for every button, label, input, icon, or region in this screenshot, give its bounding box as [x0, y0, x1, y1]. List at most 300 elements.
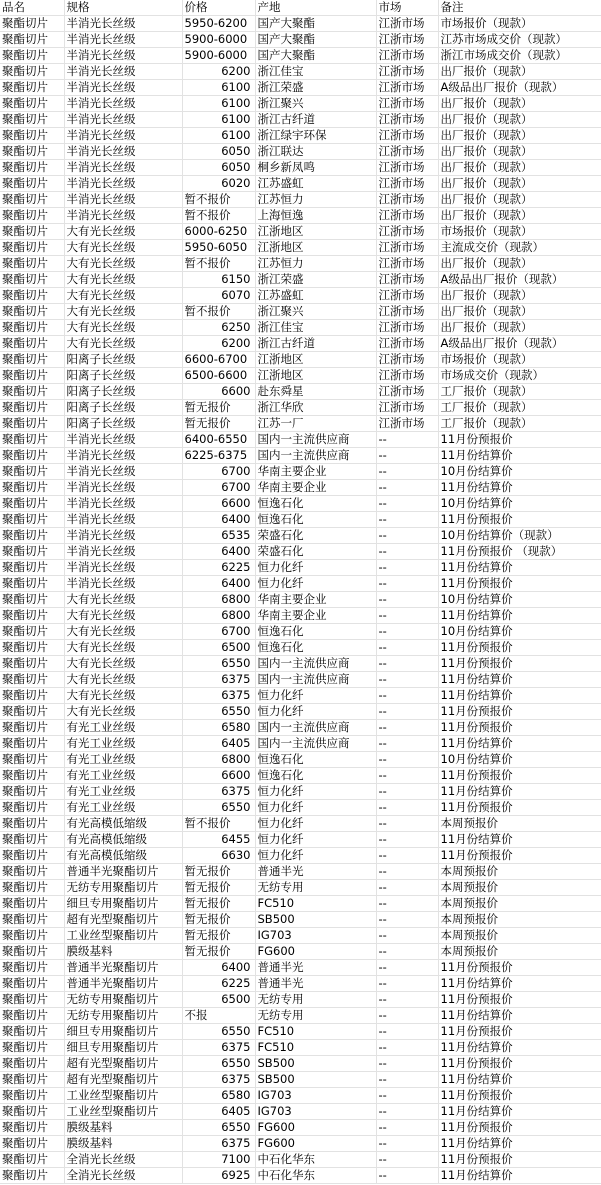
cell-product: 聚酯切片 [0, 1024, 64, 1040]
table-row [0, 624, 601, 640]
cell-origin: 赴东舜星 [255, 384, 376, 400]
cell-origin: 江浙地区 [255, 352, 376, 368]
cell-origin: IG703 [255, 1104, 376, 1120]
cell-remark: 11月份预报价 [438, 432, 601, 448]
cell-spec: 无纺专用聚酯切片 [64, 992, 182, 1008]
cell-origin: 江苏恒力 [255, 256, 376, 272]
cell-remark: 10月份结算价 [438, 592, 601, 608]
cell-product: 聚酯切片 [0, 208, 64, 224]
cell-market: -- [376, 1136, 438, 1152]
cell-price: 6550 [182, 656, 255, 672]
cell-remark: 11月份预报价 [438, 768, 601, 784]
cell-market: -- [376, 944, 438, 960]
table-row [0, 240, 601, 256]
cell-origin: 江苏盛虹 [255, 288, 376, 304]
cell-product: 聚酯切片 [0, 848, 64, 864]
cell-product: 聚酯切片 [0, 832, 64, 848]
cell-product: 聚酯切片 [0, 112, 64, 128]
cell-market: -- [376, 800, 438, 816]
cell-remark: 本周预报价 [438, 912, 601, 928]
table-row [0, 656, 601, 672]
cell-price: 6550 [182, 1056, 255, 1072]
cell-spec: 半消光长丝级 [64, 96, 182, 112]
table-row [0, 880, 601, 896]
cell-origin: IG703 [255, 1088, 376, 1104]
cell-price: 6600 [182, 384, 255, 400]
table-row [0, 256, 601, 272]
table-row [0, 544, 601, 560]
cell-product: 聚酯切片 [0, 1120, 64, 1136]
cell-product: 聚酯切片 [0, 144, 64, 160]
cell-product: 聚酯切片 [0, 928, 64, 944]
cell-remark: 10月份结算价（现款） [438, 528, 601, 544]
cell-price: 6925 [182, 1168, 255, 1184]
cell-origin: 荣盛石化 [255, 544, 376, 560]
table-row [0, 592, 601, 608]
table-row [0, 768, 601, 784]
cell-remark: 11月份结算价 [438, 1008, 601, 1024]
cell-origin: 普通半光 [255, 960, 376, 976]
cell-spec: 半消光长丝级 [64, 448, 182, 464]
cell-origin: 浙江佳宝 [255, 320, 376, 336]
table-row [0, 96, 601, 112]
cell-product: 聚酯切片 [0, 480, 64, 496]
cell-remark: 工厂报价（现款） [438, 416, 601, 432]
cell-price: 6400 [182, 960, 255, 976]
cell-remark: 11月份预报价 （现款） [438, 544, 601, 560]
cell-spec: 大有光长丝级 [64, 240, 182, 256]
cell-spec: 半消光长丝级 [64, 128, 182, 144]
cell-price: 6150 [182, 272, 255, 288]
table-row [0, 400, 601, 416]
cell-origin: 无纺专用 [255, 880, 376, 896]
cell-remark: 出厂报价（现款） [438, 160, 601, 176]
table-row [0, 352, 601, 368]
cell-price: 暂无报价 [182, 864, 255, 880]
cell-origin: 国内一主流供应商 [255, 672, 376, 688]
cell-spec: 阳离子长丝级 [64, 352, 182, 368]
cell-price: 6375 [182, 688, 255, 704]
cell-product: 聚酯切片 [0, 128, 64, 144]
cell-price: 6455 [182, 832, 255, 848]
cell-origin: FG600 [255, 1120, 376, 1136]
cell-product: 聚酯切片 [0, 1040, 64, 1056]
cell-price: 暂无报价 [182, 880, 255, 896]
cell-spec: 大有光长丝级 [64, 608, 182, 624]
cell-remark: 本周预报价 [438, 864, 601, 880]
table-row [0, 896, 601, 912]
cell-product: 聚酯切片 [0, 1072, 64, 1088]
cell-origin: 恒力化纤 [255, 688, 376, 704]
cell-price: 6400 [182, 512, 255, 528]
cell-origin: IG703 [255, 928, 376, 944]
cell-price: 6100 [182, 96, 255, 112]
cell-market: -- [376, 528, 438, 544]
cell-product: 聚酯切片 [0, 368, 64, 384]
cell-product: 聚酯切片 [0, 640, 64, 656]
cell-spec: 大有光长丝级 [64, 288, 182, 304]
cell-product: 聚酯切片 [0, 64, 64, 80]
cell-spec: 半消光长丝级 [64, 160, 182, 176]
cell-remark: 11月份预报价 [438, 1152, 601, 1168]
cell-spec: 有光高模低缩级 [64, 832, 182, 848]
cell-product: 聚酯切片 [0, 496, 64, 512]
cell-price: 暂不报价 [182, 256, 255, 272]
cell-market: 江浙市场 [376, 96, 438, 112]
cell-market: -- [376, 752, 438, 768]
cell-origin: FG600 [255, 1136, 376, 1152]
cell-market: 江浙市场 [376, 416, 438, 432]
cell-product: 聚酯切片 [0, 96, 64, 112]
cell-price: 暂不报价 [182, 304, 255, 320]
cell-origin: 上海恒逸 [255, 208, 376, 224]
cell-market: -- [376, 496, 438, 512]
cell-market: -- [376, 976, 438, 992]
cell-price: 6000-6250 [182, 224, 255, 240]
cell-price: 6580 [182, 1088, 255, 1104]
cell-price: 5950-6050 [182, 240, 255, 256]
cell-product: 聚酯切片 [0, 160, 64, 176]
cell-spec: 无纺专用聚酯切片 [64, 1008, 182, 1024]
cell-market: 江浙市场 [376, 256, 438, 272]
cell-remark: 出厂报价（现款） [438, 208, 601, 224]
cell-origin: 国产大聚酯 [255, 16, 376, 32]
cell-origin: 恒力化纤 [255, 848, 376, 864]
cell-market: 江浙市场 [376, 368, 438, 384]
cell-remark: 11月份结算价 [438, 672, 601, 688]
cell-product: 聚酯切片 [0, 288, 64, 304]
cell-spec: 半消光长丝级 [64, 512, 182, 528]
cell-product: 聚酯切片 [0, 608, 64, 624]
cell-market: -- [376, 1088, 438, 1104]
cell-price: 6400 [182, 576, 255, 592]
cell-product: 聚酯切片 [0, 32, 64, 48]
table-row [0, 176, 601, 192]
cell-product: 聚酯切片 [0, 576, 64, 592]
cell-origin: 华南主要企业 [255, 592, 376, 608]
table-row [0, 320, 601, 336]
cell-product: 聚酯切片 [0, 464, 64, 480]
cell-spec: 半消光长丝级 [64, 560, 182, 576]
cell-market: -- [376, 768, 438, 784]
cell-price: 6800 [182, 592, 255, 608]
cell-remark: 江苏市场成交价（现款） [438, 32, 601, 48]
cell-remark: 11月份预报价 [438, 1024, 601, 1040]
cell-market: 江浙市场 [376, 32, 438, 48]
cell-product: 聚酯切片 [0, 896, 64, 912]
cell-spec: 有光工业丝级 [64, 736, 182, 752]
cell-spec: 大有光长丝级 [64, 640, 182, 656]
table-row [0, 800, 601, 816]
cell-origin: 浙江联达 [255, 144, 376, 160]
table-row [0, 1008, 601, 1024]
cell-product: 聚酯切片 [0, 48, 64, 64]
cell-price: 6050 [182, 160, 255, 176]
cell-origin: 国内一主流供应商 [255, 736, 376, 752]
table-row [0, 560, 601, 576]
cell-origin: 华南主要企业 [255, 608, 376, 624]
cell-remark: 11月份结算价 [438, 608, 601, 624]
cell-price: 6600-6700 [182, 352, 255, 368]
cell-spec: 细旦专用聚酯切片 [64, 1040, 182, 1056]
cell-market: 江浙市场 [376, 112, 438, 128]
table-row [0, 576, 601, 592]
cell-spec: 膜级基料 [64, 1136, 182, 1152]
cell-product: 聚酯切片 [0, 1088, 64, 1104]
cell-remark: 本周预报价 [438, 880, 601, 896]
cell-remark: 11月份预报价 [438, 576, 601, 592]
cell-origin: 国内一主流供应商 [255, 432, 376, 448]
table-row [0, 48, 601, 64]
cell-spec: 大有光长丝级 [64, 304, 182, 320]
cell-spec: 超有光型聚酯切片 [64, 912, 182, 928]
cell-origin: 恒力化纤 [255, 576, 376, 592]
table-row [0, 368, 601, 384]
cell-product: 聚酯切片 [0, 80, 64, 96]
cell-price: 6550 [182, 1120, 255, 1136]
cell-spec: 大有光长丝级 [64, 256, 182, 272]
cell-spec: 普通半光聚酯切片 [64, 960, 182, 976]
cell-product: 聚酯切片 [0, 784, 64, 800]
cell-price: 6375 [182, 1072, 255, 1088]
cell-origin: 浙江古纤道 [255, 336, 376, 352]
cell-price: 7100 [182, 1152, 255, 1168]
cell-origin: 荣盛石化 [255, 528, 376, 544]
cell-spec: 工业丝型聚酯切片 [64, 1104, 182, 1120]
cell-origin: 恒力化纤 [255, 832, 376, 848]
cell-product: 聚酯切片 [0, 304, 64, 320]
cell-origin: 中石化华东 [255, 1152, 376, 1168]
cell-product: 聚酯切片 [0, 560, 64, 576]
cell-product: 聚酯切片 [0, 352, 64, 368]
header-spec: 规格 [64, 0, 182, 16]
cell-remark: 市场报价（现款） [438, 352, 601, 368]
table-row [0, 928, 601, 944]
cell-remark: 出厂报价（现款） [438, 144, 601, 160]
cell-origin: 浙江古纤道 [255, 112, 376, 128]
cell-remark: 11月份结算价 [438, 1136, 601, 1152]
cell-origin: 恒逸石化 [255, 512, 376, 528]
cell-remark: 11月份预报价 [438, 1056, 601, 1072]
cell-product: 聚酯切片 [0, 416, 64, 432]
cell-product: 聚酯切片 [0, 1136, 64, 1152]
cell-origin: 恒逸石化 [255, 640, 376, 656]
cell-spec: 半消光长丝级 [64, 432, 182, 448]
cell-remark: 11月份结算价 [438, 480, 601, 496]
cell-price: 6400 [182, 544, 255, 560]
cell-spec: 膜级基料 [64, 1120, 182, 1136]
cell-spec: 半消光长丝级 [64, 176, 182, 192]
table-row [0, 752, 601, 768]
cell-price: 6070 [182, 288, 255, 304]
cell-spec: 普通半光聚酯切片 [64, 864, 182, 880]
table-row [0, 416, 601, 432]
cell-market: -- [376, 1024, 438, 1040]
cell-remark: 11月份预报价 [438, 800, 601, 816]
cell-market: -- [376, 848, 438, 864]
cell-origin: 恒逸石化 [255, 496, 376, 512]
cell-remark: A级品出厂报价（现款） [438, 272, 601, 288]
cell-price: 6550 [182, 800, 255, 816]
cell-price: 6600 [182, 496, 255, 512]
cell-spec: 半消光长丝级 [64, 32, 182, 48]
header-remark: 备注 [438, 0, 601, 16]
cell-origin: FG600 [255, 944, 376, 960]
cell-origin: 华南主要企业 [255, 464, 376, 480]
cell-remark: 出厂报价（现款） [438, 304, 601, 320]
cell-market: 江浙市场 [376, 144, 438, 160]
cell-market: -- [376, 672, 438, 688]
cell-remark: 10月份结算价 [438, 624, 601, 640]
cell-price: 6250 [182, 320, 255, 336]
cell-product: 聚酯切片 [0, 704, 64, 720]
cell-origin: 恒力化纤 [255, 704, 376, 720]
cell-origin: 普通半光 [255, 976, 376, 992]
cell-remark: 11月份预报价 [438, 1088, 601, 1104]
cell-market: 江浙市场 [376, 400, 438, 416]
cell-market: -- [376, 544, 438, 560]
header-row [0, 0, 601, 16]
cell-spec: 半消光长丝级 [64, 464, 182, 480]
cell-spec: 有光工业丝级 [64, 752, 182, 768]
cell-spec: 半消光长丝级 [64, 208, 182, 224]
cell-spec: 大有光长丝级 [64, 592, 182, 608]
cell-origin: 浙江聚兴 [255, 304, 376, 320]
cell-origin: FC510 [255, 1024, 376, 1040]
cell-market: -- [376, 656, 438, 672]
cell-market: -- [376, 448, 438, 464]
cell-product: 聚酯切片 [0, 224, 64, 240]
cell-spec: 普通半光聚酯切片 [64, 976, 182, 992]
cell-product: 聚酯切片 [0, 544, 64, 560]
cell-spec: 大有光长丝级 [64, 320, 182, 336]
cell-remark: 11月份预报价 [438, 720, 601, 736]
cell-product: 聚酯切片 [0, 944, 64, 960]
cell-market: -- [376, 624, 438, 640]
cell-remark: 本周预报价 [438, 944, 601, 960]
cell-spec: 大有光长丝级 [64, 688, 182, 704]
cell-price: 暂不报价 [182, 192, 255, 208]
cell-price: 6500 [182, 992, 255, 1008]
cell-origin: 浙江佳宝 [255, 64, 376, 80]
cell-remark: 11月份预报价 [438, 1120, 601, 1136]
cell-remark: 出厂报价（现款） [438, 192, 601, 208]
cell-product: 聚酯切片 [0, 448, 64, 464]
cell-remark: 出厂报价（现款） [438, 176, 601, 192]
cell-spec: 半消光长丝级 [64, 80, 182, 96]
cell-price: 6100 [182, 128, 255, 144]
cell-market: -- [376, 1072, 438, 1088]
table-row [0, 464, 601, 480]
table-row [0, 832, 601, 848]
cell-market: -- [376, 1008, 438, 1024]
header-market: 市场 [376, 0, 438, 16]
table-row [0, 704, 601, 720]
table-row [0, 976, 601, 992]
cell-spec: 半消光长丝级 [64, 144, 182, 160]
cell-remark: 出厂报价（现款） [438, 112, 601, 128]
cell-spec: 超有光型聚酯切片 [64, 1072, 182, 1088]
cell-remark: 11月份结算价 [438, 560, 601, 576]
table-row [0, 1152, 601, 1168]
cell-origin: 恒逸石化 [255, 624, 376, 640]
cell-origin: 恒力化纤 [255, 816, 376, 832]
cell-price: 暂无报价 [182, 912, 255, 928]
table-row [0, 448, 601, 464]
table-row [0, 272, 601, 288]
table-row [0, 1056, 601, 1072]
table-row [0, 16, 601, 32]
cell-remark: 11月份结算价 [438, 1040, 601, 1056]
cell-product: 聚酯切片 [0, 256, 64, 272]
cell-price: 6100 [182, 80, 255, 96]
table-row [0, 480, 601, 496]
cell-remark: 11月份结算价 [438, 688, 601, 704]
cell-market: -- [376, 1120, 438, 1136]
cell-remark: 市场成交价（现款） [438, 368, 601, 384]
cell-remark: 出厂报价（现款） [438, 128, 601, 144]
cell-spec: 半消光长丝级 [64, 544, 182, 560]
cell-product: 聚酯切片 [0, 736, 64, 752]
cell-spec: 有光工业丝级 [64, 768, 182, 784]
cell-product: 聚酯切片 [0, 992, 64, 1008]
cell-remark: 11月份结算价 [438, 976, 601, 992]
cell-origin: 国内一主流供应商 [255, 656, 376, 672]
cell-market: -- [376, 864, 438, 880]
table-row [0, 864, 601, 880]
table-row [0, 384, 601, 400]
cell-origin: 国产大聚酯 [255, 32, 376, 48]
cell-spec: 有光高模低缩级 [64, 848, 182, 864]
cell-market: -- [376, 432, 438, 448]
cell-price: 6225-6375 [182, 448, 255, 464]
cell-product: 聚酯切片 [0, 528, 64, 544]
cell-product: 聚酯切片 [0, 656, 64, 672]
cell-product: 聚酯切片 [0, 432, 64, 448]
cell-remark: 11月份预报价 [438, 960, 601, 976]
cell-market: -- [376, 1040, 438, 1056]
cell-product: 聚酯切片 [0, 1008, 64, 1024]
table-row [0, 992, 601, 1008]
cell-price: 5900-6000 [182, 32, 255, 48]
cell-spec: 全消光长丝级 [64, 1168, 182, 1184]
cell-price: 暂无报价 [182, 416, 255, 432]
table-row [0, 432, 601, 448]
cell-market: -- [376, 928, 438, 944]
table-row [0, 720, 601, 736]
cell-remark: 11月份结算价 [438, 1168, 601, 1184]
table-row [0, 336, 601, 352]
cell-remark: 工厂报价（现款） [438, 384, 601, 400]
cell-price: 6500-6600 [182, 368, 255, 384]
cell-origin: 桐乡新凤鸣 [255, 160, 376, 176]
cell-market: -- [376, 464, 438, 480]
cell-remark: 10月份结算价 [438, 752, 601, 768]
cell-spec: 半消光长丝级 [64, 64, 182, 80]
cell-market: 江浙市场 [376, 384, 438, 400]
cell-market: 江浙市场 [376, 336, 438, 352]
cell-market: 江浙市场 [376, 320, 438, 336]
table-row [0, 224, 601, 240]
table-row [0, 640, 601, 656]
cell-product: 聚酯切片 [0, 1104, 64, 1120]
table-row [0, 1120, 601, 1136]
cell-market: -- [376, 576, 438, 592]
header-origin: 产地 [255, 0, 376, 16]
cell-market: -- [376, 736, 438, 752]
cell-remark: 11月份预报价 [438, 992, 601, 1008]
table-row [0, 608, 601, 624]
